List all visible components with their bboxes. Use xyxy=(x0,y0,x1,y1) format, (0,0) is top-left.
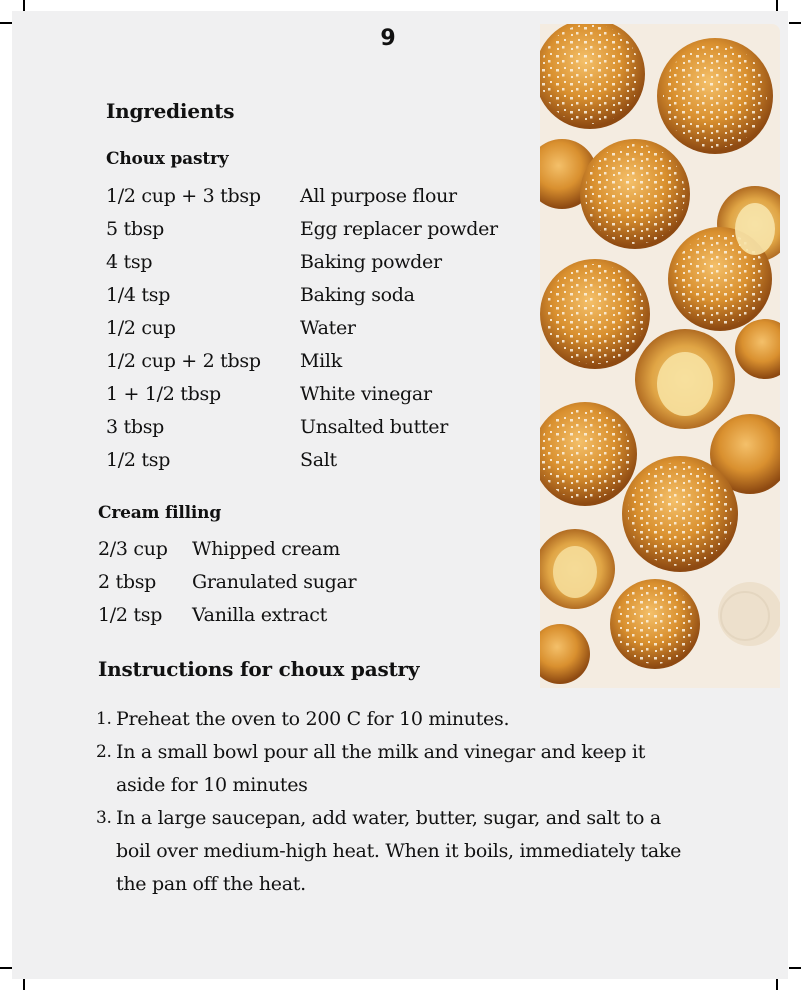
instructions-heading: Instructions for choux pastry xyxy=(98,657,420,681)
ingredient-quantity: 1/2 tsp xyxy=(106,449,171,471)
ingredients-heading: Ingredients xyxy=(106,99,235,123)
crop-mark-top-left-h xyxy=(0,22,12,24)
page-number: 9 xyxy=(380,26,396,51)
choux-pastry-heading: Choux pastry xyxy=(106,149,229,169)
ingredient-name: Granulated sugar xyxy=(192,571,357,593)
ingredient-quantity: 1/2 tsp xyxy=(98,604,163,626)
ingredient-quantity: 5 tbsp xyxy=(106,218,165,240)
step-number: 1. xyxy=(96,709,112,729)
step-text: In a large saucepan, add water, butter, sugar, and salt to a boil over medium-high heat. When it boils, immediately take the pan off the heat. xyxy=(116,807,682,895)
ingredient-quantity: 3 tbsp xyxy=(106,416,165,438)
step-number: 3. xyxy=(96,808,112,828)
ingredient-name: Water xyxy=(300,317,356,339)
step-text: In a small bowl pour all the milk and vinegar and keep it aside for 10 minutes xyxy=(116,741,646,796)
choux-pastry-photo xyxy=(540,24,780,688)
crop-mark-bottom-left-v xyxy=(23,978,25,990)
ingredient-name: Egg replacer powder xyxy=(300,218,498,240)
ingredient-quantity: 1 + 1/2 tbsp xyxy=(106,383,221,405)
step-number: 2. xyxy=(96,742,112,762)
crop-mark-bottom-right-v xyxy=(776,978,778,990)
crop-mark-bottom-right-h xyxy=(789,967,801,969)
ingredient-name: Baking soda xyxy=(300,284,415,306)
ingredient-name: Baking powder xyxy=(300,251,442,273)
instruction-step xyxy=(96,736,696,802)
ingredient-quantity: 1/2 cup + 2 tbsp xyxy=(106,350,261,372)
ingredient-name: White vinegar xyxy=(300,383,432,405)
ingredient-name: Whipped cream xyxy=(192,538,341,560)
crop-mark-top-right-h xyxy=(789,22,801,24)
ingredient-quantity: 2 tbsp xyxy=(98,571,157,593)
cream-filling-heading: Cream filling xyxy=(98,503,222,523)
instructions-list xyxy=(96,703,696,901)
instruction-step xyxy=(96,703,696,736)
ingredient-name: Milk xyxy=(300,350,342,372)
ingredient-quantity: 1/2 cup + 3 tbsp xyxy=(106,185,261,207)
ingredient-quantity: 2/3 cup xyxy=(98,538,168,560)
ingredient-quantity: 4 tsp xyxy=(106,251,153,273)
crop-mark-bottom-left-h xyxy=(0,967,12,969)
ingredient-name: Unsalted butter xyxy=(300,416,448,438)
ingredient-name: Salt xyxy=(300,449,337,471)
ingredient-name: Vanilla extract xyxy=(192,604,327,626)
instruction-step xyxy=(96,802,696,901)
step-text: Preheat the oven to 200 C for 10 minutes. xyxy=(116,708,510,730)
ingredient-quantity: 1/4 tsp xyxy=(106,284,171,306)
ingredient-name: All purpose flour xyxy=(300,185,457,207)
ingredient-quantity: 1/2 cup xyxy=(106,317,176,339)
